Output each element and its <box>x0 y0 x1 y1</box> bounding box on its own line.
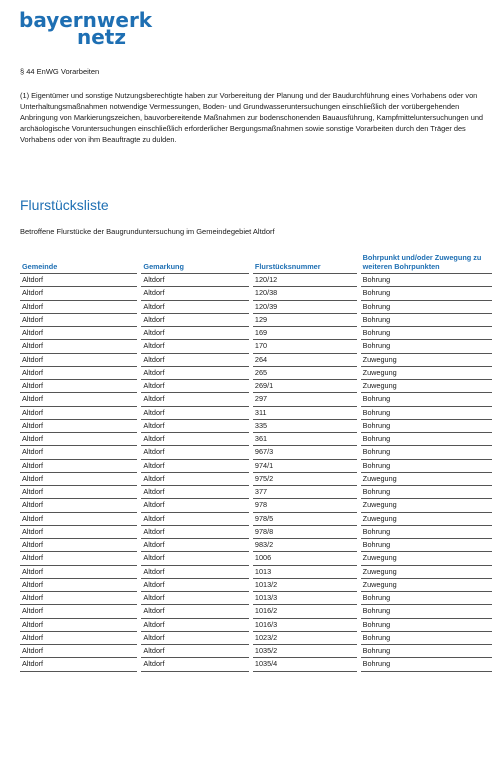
cell-gemarkung: Altdorf <box>139 300 251 313</box>
cell-flurstuecksnummer: 983/2 <box>251 539 359 552</box>
cell-massnahme: Bohrung <box>359 618 492 631</box>
cell-gemarkung: Altdorf <box>139 419 251 432</box>
cell-gemeinde: Altdorf <box>20 552 139 565</box>
cell-massnahme: Zuwegung <box>359 512 492 525</box>
cell-flurstuecksnummer: 1006 <box>251 552 359 565</box>
cell-flurstuecksnummer: 967/3 <box>251 446 359 459</box>
table-row <box>20 366 492 379</box>
cell-gemeinde: Altdorf <box>20 313 139 326</box>
table-row <box>20 380 492 393</box>
cell-gemeinde: Altdorf <box>20 592 139 605</box>
cell-gemarkung: Altdorf <box>139 406 251 419</box>
cell-gemeinde: Altdorf <box>20 565 139 578</box>
cell-flurstuecksnummer: 269/1 <box>251 380 359 393</box>
cell-massnahme: Zuwegung <box>359 552 492 565</box>
cell-gemeinde: Altdorf <box>20 486 139 499</box>
cell-gemeinde: Altdorf <box>20 300 139 313</box>
cell-massnahme: Zuwegung <box>359 353 492 366</box>
table-row <box>20 618 492 631</box>
cell-gemarkung: Altdorf <box>139 274 251 287</box>
table-row <box>20 658 492 671</box>
cell-massnahme: Bohrung <box>359 419 492 432</box>
cell-flurstuecksnummer: 978/5 <box>251 512 359 525</box>
cell-gemeinde: Altdorf <box>20 578 139 591</box>
header-gemarkung: Gemarkung <box>139 247 251 274</box>
cell-flurstuecksnummer: 978 <box>251 499 359 512</box>
table-row <box>20 313 492 326</box>
cell-gemeinde: Altdorf <box>20 353 139 366</box>
cell-massnahme: Bohrung <box>359 605 492 618</box>
logo <box>19 8 153 49</box>
cell-gemarkung: Altdorf <box>139 539 251 552</box>
cell-flurstuecksnummer: 1013/3 <box>251 592 359 605</box>
cell-gemeinde: Altdorf <box>20 631 139 644</box>
cell-flurstuecksnummer: 120/38 <box>251 287 359 300</box>
cell-massnahme: Bohrung <box>359 459 492 472</box>
cell-massnahme: Zuwegung <box>359 578 492 591</box>
cell-flurstuecksnummer: 335 <box>251 419 359 432</box>
cell-gemeinde: Altdorf <box>20 274 139 287</box>
cell-gemeinde: Altdorf <box>20 340 139 353</box>
cell-flurstuecksnummer: 1016/2 <box>251 605 359 618</box>
cell-gemeinde: Altdorf <box>20 287 139 300</box>
table-row <box>20 565 492 578</box>
table-row <box>20 340 492 353</box>
cell-gemeinde: Altdorf <box>20 512 139 525</box>
cell-gemarkung: Altdorf <box>139 327 251 340</box>
table-row <box>20 552 492 565</box>
cell-gemeinde: Altdorf <box>20 406 139 419</box>
cell-gemeinde: Altdorf <box>20 446 139 459</box>
cell-massnahme: Bohrung <box>359 486 492 499</box>
table-row <box>20 605 492 618</box>
cell-flurstuecksnummer: 1035/4 <box>251 658 359 671</box>
cell-flurstuecksnummer: 377 <box>251 486 359 499</box>
cell-gemeinde: Altdorf <box>20 327 139 340</box>
table-row <box>20 525 492 538</box>
cell-flurstuecksnummer: 311 <box>251 406 359 419</box>
cell-gemarkung: Altdorf <box>139 366 251 379</box>
table-caption: Betroffene Flurstücke der Baugrunduntersuchung im Gemeindegebiet Altdorf <box>20 227 275 236</box>
table-row <box>20 631 492 644</box>
cell-gemarkung: Altdorf <box>139 459 251 472</box>
cell-gemeinde: Altdorf <box>20 645 139 658</box>
cell-gemeinde: Altdorf <box>20 658 139 671</box>
table-body <box>20 274 492 672</box>
table-row <box>20 327 492 340</box>
table-row <box>20 486 492 499</box>
cell-massnahme: Zuwegung <box>359 565 492 578</box>
cell-gemarkung: Altdorf <box>139 605 251 618</box>
cell-gemarkung: Altdorf <box>139 433 251 446</box>
cell-massnahme: Bohrung <box>359 433 492 446</box>
cell-gemarkung: Altdorf <box>139 618 251 631</box>
cell-gemeinde: Altdorf <box>20 499 139 512</box>
cell-flurstuecksnummer: 120/39 <box>251 300 359 313</box>
cell-massnahme: Bohrung <box>359 300 492 313</box>
table-row <box>20 406 492 419</box>
cell-flurstuecksnummer: 265 <box>251 366 359 379</box>
parcel-table <box>20 247 492 672</box>
table-row <box>20 459 492 472</box>
cell-gemeinde: Altdorf <box>20 605 139 618</box>
cell-gemarkung: Altdorf <box>139 472 251 485</box>
table-row <box>20 539 492 552</box>
table-row <box>20 446 492 459</box>
table-row <box>20 353 492 366</box>
cell-gemarkung: Altdorf <box>139 486 251 499</box>
header-gemeinde: Gemeinde <box>20 247 139 274</box>
cell-massnahme: Bohrung <box>359 539 492 552</box>
cell-gemarkung: Altdorf <box>139 340 251 353</box>
cell-gemeinde: Altdorf <box>20 366 139 379</box>
cell-massnahme: Bohrung <box>359 631 492 644</box>
table-row <box>20 512 492 525</box>
cell-massnahme: Bohrung <box>359 274 492 287</box>
cell-massnahme: Bohrung <box>359 313 492 326</box>
cell-flurstuecksnummer: 1013 <box>251 565 359 578</box>
cell-gemeinde: Altdorf <box>20 459 139 472</box>
cell-gemarkung: Altdorf <box>139 353 251 366</box>
cell-massnahme: Bohrung <box>359 327 492 340</box>
logo-wordmark-line2: netz <box>77 25 127 49</box>
cell-massnahme: Bohrung <box>359 658 492 671</box>
cell-gemarkung: Altdorf <box>139 287 251 300</box>
cell-gemarkung: Altdorf <box>139 380 251 393</box>
cell-massnahme: Bohrung <box>359 340 492 353</box>
cell-gemarkung: Altdorf <box>139 393 251 406</box>
cell-massnahme: Bohrung <box>359 525 492 538</box>
cell-flurstuecksnummer: 297 <box>251 393 359 406</box>
cell-flurstuecksnummer: 361 <box>251 433 359 446</box>
cell-gemeinde: Altdorf <box>20 539 139 552</box>
cell-gemarkung: Altdorf <box>139 512 251 525</box>
cell-gemarkung: Altdorf <box>139 578 251 591</box>
header-flurstuecksnummer: Flurstücksnummer <box>251 247 359 274</box>
cell-massnahme: Zuwegung <box>359 472 492 485</box>
cell-gemarkung: Altdorf <box>139 658 251 671</box>
legal-paragraph: (1) Eigentümer und sonstige Nutzungsberechtigte haben zur Vorbereitung der Planung und der Baudurchführung eines Vorhabens oder von Unterhaltungsmaßnahmen notwendige Vermessungen, Boden- und Grundwasseruntersuchungen einschließlich der vorübergehenden Anbringung von Markierungszeichen, bauvorbereitende Maßnahmen zur bodenschonenden Bauausführung, Kampfmitteluntersuchungen und archäologische Voruntersuchungen einschließlich erforderlicher Bergungsmaßnahmen sowie sonstige Vorarbeiten durch den Träger des Vorhabens oder von ihm Beauftragte zu dulden. <box>20 91 484 144</box>
cell-flurstuecksnummer: 978/8 <box>251 525 359 538</box>
page-heading: Flurstücksliste <box>20 197 109 213</box>
table-row <box>20 578 492 591</box>
table-row <box>20 499 492 512</box>
cell-gemeinde: Altdorf <box>20 618 139 631</box>
cell-flurstuecksnummer: 169 <box>251 327 359 340</box>
cell-gemarkung: Altdorf <box>139 446 251 459</box>
cell-gemeinde: Altdorf <box>20 472 139 485</box>
table-row <box>20 472 492 485</box>
cell-gemarkung: Altdorf <box>139 565 251 578</box>
cell-flurstuecksnummer: 129 <box>251 313 359 326</box>
cell-flurstuecksnummer: 1035/2 <box>251 645 359 658</box>
cell-flurstuecksnummer: 974/1 <box>251 459 359 472</box>
table-row <box>20 287 492 300</box>
table-header-row <box>20 247 492 274</box>
cell-flurstuecksnummer: 1023/2 <box>251 631 359 644</box>
cell-massnahme: Zuwegung <box>359 499 492 512</box>
cell-massnahme: Bohrung <box>359 645 492 658</box>
cell-flurstuecksnummer: 170 <box>251 340 359 353</box>
cell-gemeinde: Altdorf <box>20 433 139 446</box>
table-row <box>20 433 492 446</box>
table-row <box>20 300 492 313</box>
cell-flurstuecksnummer: 1016/3 <box>251 618 359 631</box>
table-row <box>20 645 492 658</box>
cell-gemeinde: Altdorf <box>20 380 139 393</box>
cell-massnahme: Bohrung <box>359 393 492 406</box>
cell-flurstuecksnummer: 1013/2 <box>251 578 359 591</box>
cell-gemeinde: Altdorf <box>20 393 139 406</box>
cell-gemarkung: Altdorf <box>139 525 251 538</box>
cell-massnahme: Bohrung <box>359 446 492 459</box>
logo-wordmark-line1: bayernwerk <box>19 8 153 32</box>
cell-gemarkung: Altdorf <box>139 631 251 644</box>
cell-gemarkung: Altdorf <box>139 592 251 605</box>
header-bohrpunkt-zuwegung: Bohrpunkt und/oder Zuwegung zu weiteren Bohrpunkten <box>359 247 492 274</box>
cell-gemarkung: Altdorf <box>139 552 251 565</box>
cell-massnahme: Bohrung <box>359 287 492 300</box>
cell-massnahme: Bohrung <box>359 592 492 605</box>
cell-gemeinde: Altdorf <box>20 419 139 432</box>
table-row <box>20 592 492 605</box>
cell-massnahme: Bohrung <box>359 406 492 419</box>
table-row <box>20 274 492 287</box>
cell-flurstuecksnummer: 120/12 <box>251 274 359 287</box>
cell-gemarkung: Altdorf <box>139 499 251 512</box>
cell-flurstuecksnummer: 975/2 <box>251 472 359 485</box>
cell-gemeinde: Altdorf <box>20 525 139 538</box>
cell-gemarkung: Altdorf <box>139 645 251 658</box>
cell-massnahme: Zuwegung <box>359 366 492 379</box>
table-row <box>20 419 492 432</box>
cell-gemarkung: Altdorf <box>139 313 251 326</box>
section-reference: § 44 EnWG Vorarbeiten <box>20 67 100 76</box>
table-row <box>20 393 492 406</box>
cell-flurstuecksnummer: 264 <box>251 353 359 366</box>
cell-massnahme: Zuwegung <box>359 380 492 393</box>
